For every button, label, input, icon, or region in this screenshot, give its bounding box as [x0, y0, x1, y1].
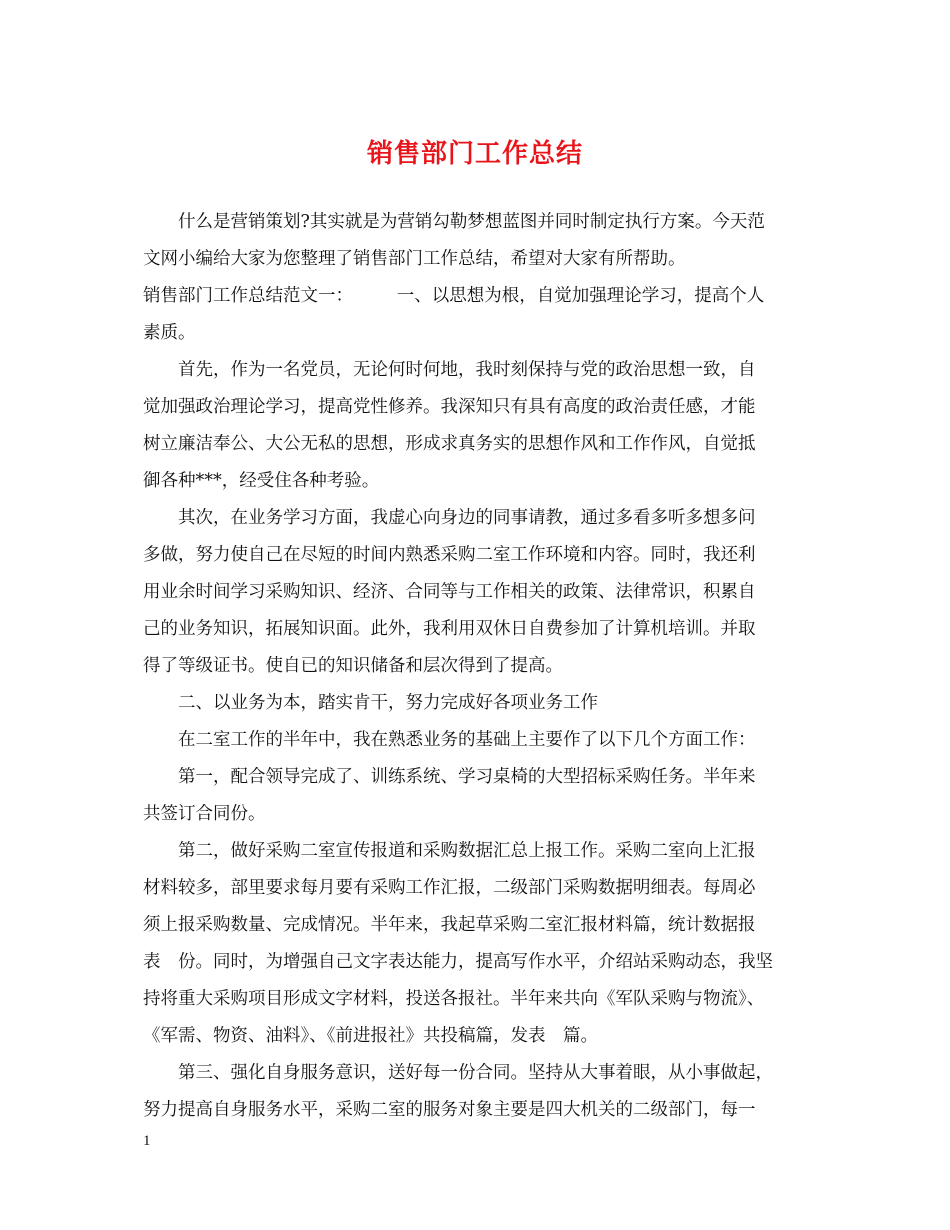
- text-line: 用业余时间学习采购知识、经济、合同等与工作相关的政策、法律常识，积累自: [143, 582, 756, 602]
- text-line: 须上报采购数量、完成情况。半年来，我起草采购二室汇报材料篇，统计数据报: [143, 915, 756, 935]
- text-line: 努力提高自身服务水平，采购二室的服务对象主要是四大机关的二级部门，每一: [143, 1100, 756, 1120]
- text-line: 文网小编给大家为您整理了销售部门工作总结，希望对大家有所帮助。: [143, 249, 686, 269]
- text-line: 得了等级证书。使自已的知识储备和层次得到了提高。: [143, 656, 563, 676]
- text-line: 树立廉洁奉公、大公无私的思想，形成求真务实的思想作风和工作作风，自觉抵: [143, 434, 756, 454]
- text-line: 二、以业务为本，踏实肯干，努力完成好各项业务工作: [143, 693, 598, 713]
- text-line: 共签订合同份。: [143, 804, 266, 824]
- text-line: 销售部门工作总结范文一： 一、以思想为根，自觉加强理论学习，提高个人: [143, 286, 765, 306]
- text-line: 持将重大采购项目形成文字材料，投送各报社。半年来共向《军队采购与物流》、: [143, 989, 765, 1009]
- document-body: [143, 204, 805, 1129]
- page-number: 1: [143, 1133, 151, 1149]
- text-line: 素质。: [143, 323, 196, 343]
- text-line: 觉加强政治理论学习，提高党性修养。我深知只有具有高度的政治责任感，才能: [143, 397, 756, 417]
- document-title: 销售部门工作总结: [366, 139, 583, 169]
- text-line: 己的业务知识，拓展知识面。此外，我利用双休日自费参加了计算机培训。并取: [143, 619, 756, 639]
- text-line: 材料较多，部里要求每月要有采购工作汇报，二级部门采购数据明细表。每周必: [143, 878, 756, 898]
- text-line: 什么是营销策划?其实就是为营销勾勒梦想蓝图并同时制定执行方案。今天范: [143, 212, 765, 232]
- text-line: 多做，努力使自己在尽短的时间内熟悉采购二室工作环境和内容。同时，我还利: [143, 545, 756, 565]
- text-line: 第三、强化自身服务意识，送好每一份合同。坚持从大事着眼，从小事做起，: [143, 1063, 773, 1083]
- text-line: 《军需、物资、油料》、《前进报社》共投稿篇，发表 篇。: [143, 1026, 598, 1046]
- text-line: 在二室工作的半年中，我在熟悉业务的基础上主要作了以下几个方面工作：: [143, 730, 756, 750]
- text-line: 御各种***，经受住各种考验。: [143, 471, 380, 491]
- text-line: 表 份。同时，为增强自己文字表达能力，提高写作水平，介绍站采购动态，我坚: [143, 952, 773, 972]
- text-line: 第二，做好采购二室宣传报道和采购数据汇总上报工作。采购二室向上汇报: [143, 841, 756, 861]
- text-line: 其次，在业务学习方面，我虚心向身边的同事请教，通过多看多听多想多问: [143, 508, 756, 528]
- text-line: 第一，配合领导完成了、训练系统、学习桌椅的大型招标采购任务。半年来: [143, 767, 756, 787]
- text-line: 首先，作为一名党员，无论何时何地，我时刻保持与党的政治思想一致，自: [143, 360, 756, 380]
